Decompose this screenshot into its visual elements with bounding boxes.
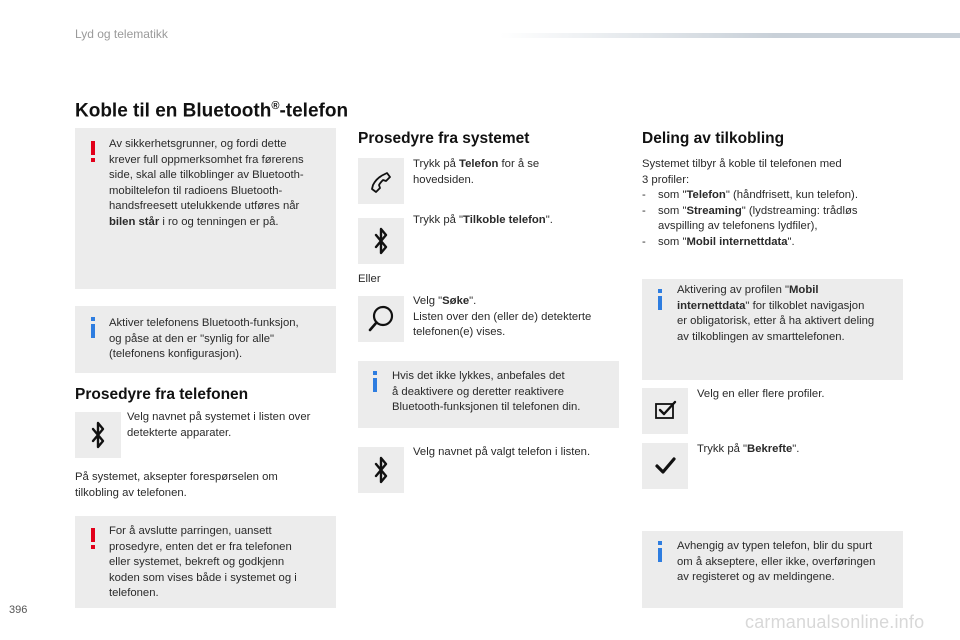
text-line [697,442,902,458]
text-line: avspilling av telefonens lydfiler), [658,220,818,232]
step-press-telefon [413,157,613,188]
para-profiles-intro [642,157,902,188]
heading-connection-sharing: Deling av tilkobling [642,130,785,147]
text-line: mobiltelefon til radioens Bluetooth- [109,184,283,197]
info-icon [373,371,378,392]
text-line: krever full oppmerksomhet fra førerens [109,153,304,166]
step-select-phone-name [413,445,618,461]
text: som " [658,235,687,248]
bluetooth-icon [358,218,404,264]
text-line: Velg navnet på valgt telefon i listen. [413,446,591,458]
text-line: om å akseptere, eller ikke, overføringen [677,555,876,568]
page-title-sup: ® [271,100,280,112]
text-line: og påse at den er "synlig for alle" [109,332,275,345]
text-line: Av sikkerhetsgrunner, og fordi dette [109,138,287,150]
text: i ro og tenningen er på. [159,215,279,228]
text-line [413,294,618,310]
step-select-system-name [127,410,337,441]
info-text-retry [392,369,617,416]
text: " (håndfrisett, kun telefon). [725,189,858,201]
info-text-bluetooth-visible [109,316,334,363]
text-line: telefonen(e) vises. [413,326,506,338]
bold-text: Søke [442,295,470,307]
profiles-list [642,188,904,250]
phone-icon [358,158,404,204]
check-icon [642,443,688,489]
page-title-suffix: -telefon [279,100,349,122]
text-line: side, skal alle tilkoblinger av Bluetooth- [109,169,304,181]
text-line: Bluetooth-funksjonen til telefonen din. [392,401,581,413]
text-line: av tilkoblingen av smarttelefonen. [677,330,845,343]
section-header-title: Lyd og telematikk [75,27,168,41]
text-line: telefonen. [109,587,159,599]
text-line: prosedyre, enten det er fra telefonen [109,540,292,553]
list-dash: - [642,189,646,201]
text-line: Aktiver telefonens Bluetooth-funksjon, [109,317,299,329]
page-title [75,100,348,122]
list-item [642,188,904,204]
bold-text: Mobil internettdata [686,235,788,248]
step-press-disconnect [413,213,613,229]
para-accept-request [75,470,335,501]
text-line: Velg en eller flere profiler. [697,388,825,400]
text-line: Hvis det ikke lykkes, anbefales det [392,370,565,382]
text: ". [792,443,800,455]
bold-text: Tilkoble telefon [463,214,546,226]
text-line [413,213,613,229]
step-select-profiles [697,387,902,403]
header-decor-bar [500,33,960,38]
text-line: handsfreesett utelukkende utføres når [109,200,300,212]
list-dash: - [642,235,646,248]
text-line: På systemet, aksepter forespørselen om [75,471,278,483]
bold-text: Bekrefte [747,443,793,455]
text-line [109,215,334,231]
text-line: detekterte apparater. [127,426,232,439]
text-line: Velg navnet på systemet i listen over [127,411,311,423]
text: Trykk på " [413,214,464,226]
list-item [642,204,904,235]
text-line: koden som vises både i systemet og i [109,571,297,584]
warning-text-pairing [109,524,334,602]
info-text-phone-type [677,539,902,586]
text-line: Listen over den (eller de) detekterte [413,310,592,323]
text: ". [545,214,553,226]
warning-text-safety [109,137,334,230]
text: " (lydstreaming: trådløs [741,204,858,217]
info-icon [91,317,96,338]
heading-procedure-phone: Prosedyre fra telefonen [75,386,249,403]
search-icon [358,296,404,342]
bold-text: Telefon [459,158,499,170]
step-select-search [413,294,618,341]
page-title-text: Koble til en Bluetooth [75,100,272,122]
text-line: 3 profiler: [642,173,690,186]
text: som " [658,204,687,217]
text: Trykk på " [697,443,748,455]
text-line [677,283,902,299]
bold-text: Streaming [686,204,742,217]
text: for å se [498,158,540,170]
info-icon [658,541,663,562]
heading-procedure-system: Prosedyre fra systemet [358,130,530,147]
text-line [413,157,613,173]
text-line: Avhengig av typen telefon, blir du spurt [677,540,873,552]
text-line: Systemet tilbyr å koble til telefonen med [642,158,842,170]
list-dash: - [642,204,646,217]
info-text-mobile-data [677,283,902,345]
text: ". [787,235,795,248]
text-line: av registeret og av meldingene. [677,571,835,583]
bluetooth-icon [358,447,404,493]
page-number: 396 [9,604,28,616]
checkbox-check-icon [642,388,688,434]
text: ". [469,295,477,307]
warning-icon [91,141,96,162]
text-line: å deaktivere og deretter reaktivere [392,385,565,398]
info-icon [658,289,663,310]
step-press-confirm [697,442,902,458]
text: Aktivering av profilen " [677,284,790,296]
list-item [642,235,904,251]
text: Trykk på [413,158,460,170]
bold-text: Mobil [789,284,819,296]
bluetooth-icon [75,412,121,458]
text-line [677,299,902,315]
text-line: For å avslutte parringen, uansett [109,525,272,537]
text-line: hovedsiden. [413,173,474,186]
text: " for tilkoblet navigasjon [745,299,865,312]
text-line: er obligatorisk, etter å ha aktivert deling [677,315,875,327]
text-line: tilkobling av telefonen. [75,486,187,499]
text-line: (telefonens konfigurasjon). [109,348,243,360]
bold-text: internettdata [677,299,746,312]
watermark: carmanualsonline.info [745,612,925,632]
text: Velg " [413,295,443,307]
warning-icon [91,528,96,549]
text: som " [658,189,687,201]
or-label: Eller [358,273,381,285]
text-line: eller systemet, bekreft og godkjenn [109,556,285,568]
bold-text: bilen står [109,215,160,228]
bold-text: Telefon [686,189,726,201]
